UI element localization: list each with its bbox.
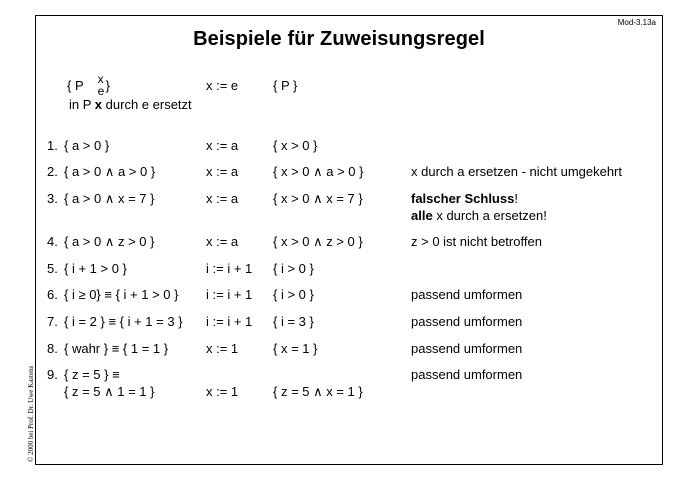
example-7-number: 7. bbox=[47, 314, 58, 329]
page-id: Mod-3.13a bbox=[617, 18, 656, 27]
rule-postcondition: { P } bbox=[273, 78, 298, 93]
example-3-comment-bold: falscher Schluss bbox=[411, 191, 515, 206]
example-2-comment-var: x bbox=[411, 164, 418, 179]
example-9-pre: { z = 5 } ≡ bbox=[64, 367, 120, 382]
example-6-number: 6. bbox=[47, 287, 58, 302]
example-3-number: 3. bbox=[47, 191, 58, 206]
example-8-comment: passend umformen bbox=[411, 341, 523, 356]
example-2-comment-text: durch a ersetzen - nicht umgekehrt bbox=[421, 164, 623, 179]
rule-note-suffix: durch e ersetzt bbox=[105, 97, 192, 112]
rule-note bbox=[69, 97, 192, 113]
example-4-assign: x := a bbox=[206, 234, 239, 249]
example-9-assign: x := 1 bbox=[206, 384, 239, 399]
rule-note-prefix: in P bbox=[69, 97, 92, 112]
example-3-comment2-var: x bbox=[436, 208, 443, 223]
substitution bbox=[84, 72, 106, 98]
rule-precondition bbox=[67, 72, 110, 98]
example-2-pre: { a > 0 ∧ a > 0 } bbox=[64, 164, 156, 179]
example-1-pre: { a > 0 } bbox=[64, 138, 110, 153]
example-6-pre: { i ≥ 0} ≡ { i + 1 > 0 } bbox=[64, 287, 179, 302]
substitution-expr: e bbox=[97, 84, 105, 98]
example-7-post: { i = 3 } bbox=[273, 314, 314, 329]
rule-pre-close: } bbox=[105, 78, 110, 93]
example-7-assign: i := i + 1 bbox=[206, 314, 253, 329]
example-3-comment2-bold: alle bbox=[411, 208, 433, 223]
example-7-pre: { i = 2 } ≡ { i + 1 = 3 } bbox=[64, 314, 183, 329]
example-3-assign: x := a bbox=[206, 191, 239, 206]
example-4-post: { x > 0 ∧ z > 0 } bbox=[273, 234, 363, 249]
example-1-number: 1. bbox=[47, 138, 58, 153]
example-4-pre: { a > 0 ∧ z > 0 } bbox=[64, 234, 155, 249]
example-5-number: 5. bbox=[47, 261, 58, 276]
example-3-post: { x > 0 ∧ x = 7 } bbox=[273, 191, 363, 206]
example-8-assign: x := 1 bbox=[206, 341, 239, 356]
example-9-number: 9. bbox=[47, 367, 58, 382]
example-4-comment: z > 0 ist nicht betroffen bbox=[411, 234, 542, 249]
example-3-comment-line2 bbox=[411, 208, 547, 224]
rule-assignment: x := e bbox=[206, 78, 239, 93]
example-3-comment2-text: durch a ersetzen! bbox=[446, 208, 547, 223]
example-5-post: { i > 0 } bbox=[273, 261, 314, 276]
copyright-notice: © 2000 bei Prof. Dr. Uwe Kastens bbox=[27, 365, 35, 462]
example-7-comment: passend umformen bbox=[411, 314, 523, 329]
example-1-post: { x > 0 } bbox=[273, 138, 318, 153]
example-2-assign: x := a bbox=[206, 164, 239, 179]
example-8-post: { x = 1 } bbox=[273, 341, 318, 356]
example-9-post: { z = 5 ∧ x = 1 } bbox=[273, 384, 363, 399]
example-6-comment: passend umformen bbox=[411, 287, 523, 302]
example-5-assign: i := i + 1 bbox=[206, 261, 253, 276]
example-2-comment bbox=[411, 164, 622, 180]
example-6-assign: i := i + 1 bbox=[206, 287, 253, 302]
example-1-assign: x := a bbox=[206, 138, 239, 153]
rule-note-var: x bbox=[94, 97, 103, 112]
example-2-number: 2. bbox=[47, 164, 58, 179]
example-4-number: 4. bbox=[47, 234, 58, 249]
example-3-comment bbox=[411, 191, 518, 207]
substitution-var: x bbox=[97, 72, 104, 86]
example-2-post: { x > 0 ∧ a > 0 } bbox=[273, 164, 364, 179]
example-6-post: { i > 0 } bbox=[273, 287, 314, 302]
page-title: Beispiele für Zuweisungsregel bbox=[193, 28, 485, 50]
example-3-pre: { a > 0 ∧ x = 7 } bbox=[64, 191, 155, 206]
example-8-number: 8. bbox=[47, 341, 58, 356]
example-5-pre: { i + 1 > 0 } bbox=[64, 261, 127, 276]
example-9-comment: passend umformen bbox=[411, 367, 523, 382]
example-9-pre-line2: { z = 5 ∧ 1 = 1 } bbox=[64, 384, 155, 399]
rule-pre-open: { P bbox=[67, 78, 84, 93]
example-3-comment-text: ! bbox=[514, 191, 518, 206]
example-8-pre: { wahr } ≡ { 1 = 1 } bbox=[64, 341, 169, 356]
